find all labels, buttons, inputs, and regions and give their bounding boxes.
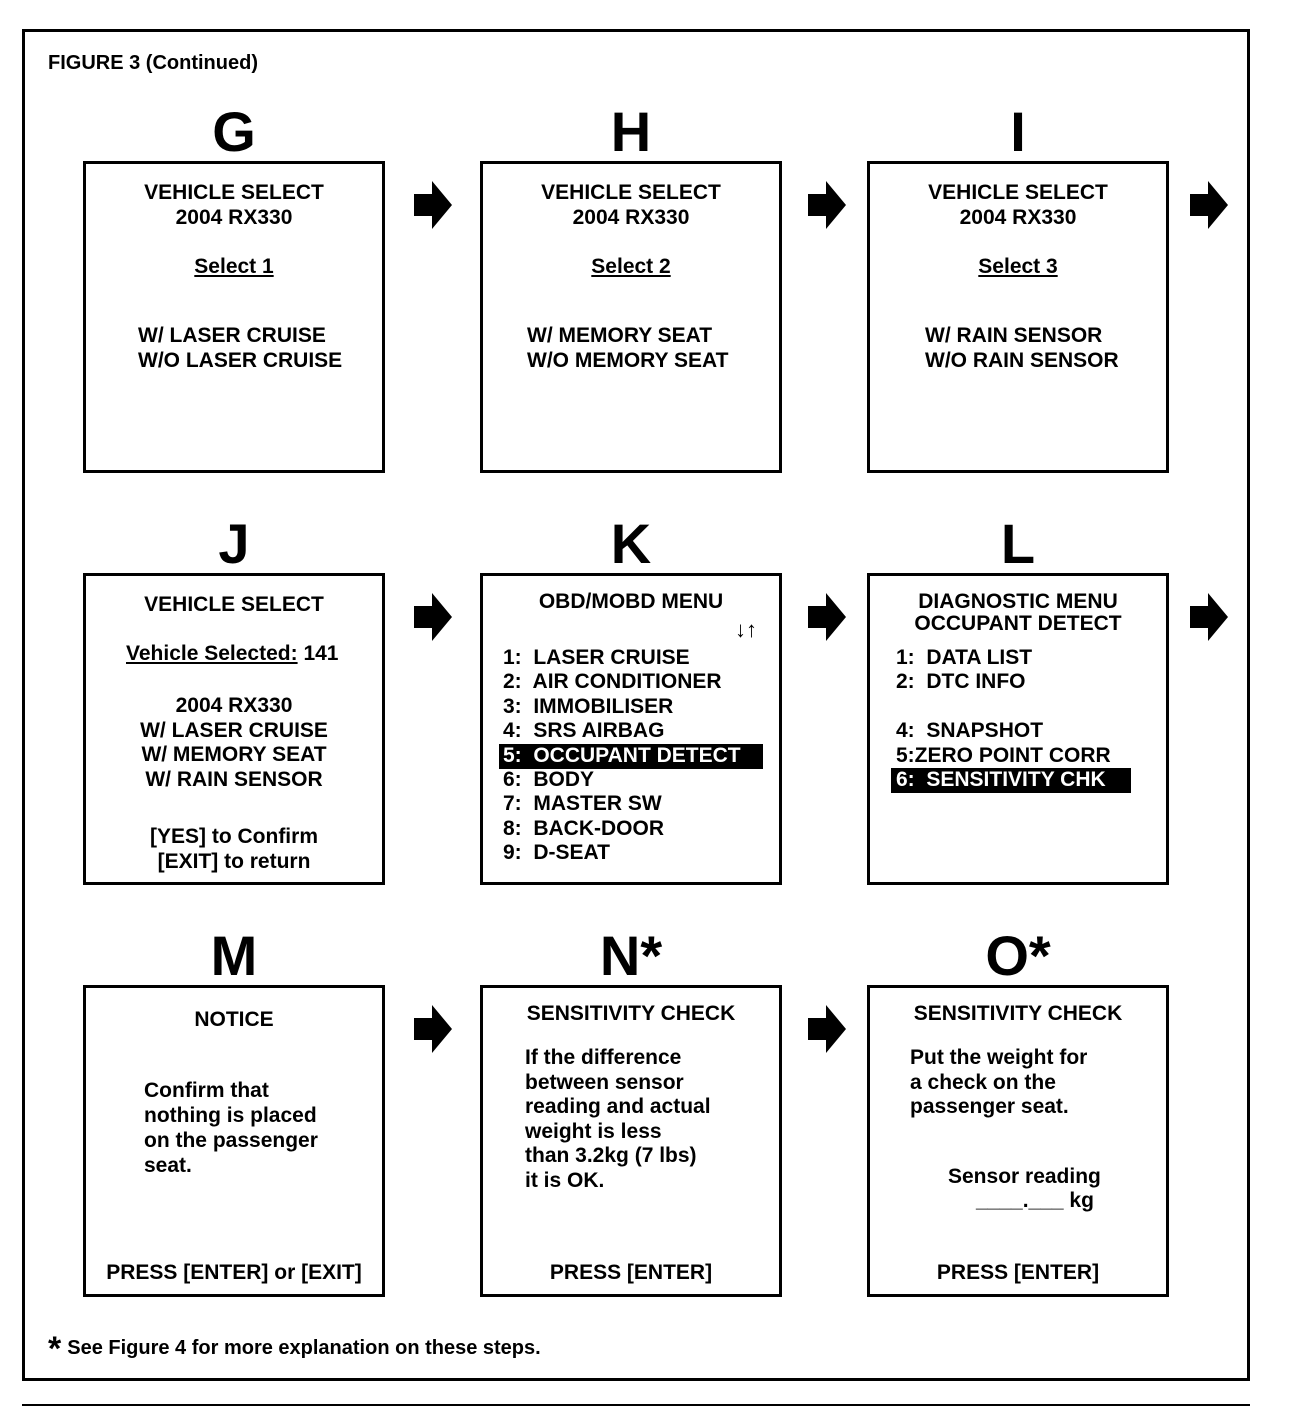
menu-item: 4: SNAPSHOT: [896, 719, 1044, 742]
figure-title: FIGURE 3 (Continued): [48, 52, 258, 74]
menu-item: 1: DATA LIST: [896, 646, 1033, 669]
menu-item: 7: MASTER SW: [503, 792, 662, 815]
vehicle-model: 2004 RX330: [959, 206, 1077, 229]
scroll-arrows-icon: ↓↑: [735, 617, 757, 642]
screen-title: SENSITIVITY CHECK: [913, 1002, 1123, 1025]
option-with: W/ MEMORY SEAT: [527, 324, 713, 347]
menu-item: 4: SRS AIRBAG: [503, 719, 665, 742]
option-without: W/O RAIN SENSOR: [925, 349, 1119, 372]
press-prompt: PRESS [ENTER]: [549, 1261, 713, 1284]
notice-line: on the passenger: [144, 1129, 318, 1152]
right-arrow-icon: [1190, 181, 1228, 229]
confirm-hint: [YES] to Confirm: [150, 825, 318, 848]
instruction-line: If the difference: [525, 1046, 682, 1069]
menu-item: 8: BACK-DOOR: [503, 817, 664, 840]
vehicle-model: 2004 RX330: [175, 694, 293, 717]
instruction-line: a check on the: [910, 1071, 1056, 1094]
option-without: W/O LASER CRUISE: [138, 349, 343, 372]
step-letter-n: N*: [599, 924, 663, 987]
vehicle-model: 2004 RX330: [572, 206, 690, 229]
notice-line: nothing is placed: [144, 1104, 317, 1127]
screen-title: VEHICLE SELECT: [144, 593, 324, 616]
screen-title: VEHICLE SELECT: [928, 181, 1108, 204]
instruction-line: weight is less: [525, 1120, 662, 1143]
instruction-line: reading and actual: [525, 1095, 711, 1118]
select-label: Select 1: [194, 255, 274, 278]
right-arrow-icon: [414, 1005, 452, 1053]
vehicle-selected: [126, 642, 338, 667]
menu-item: 3: IMMOBILISER: [503, 695, 674, 718]
screen-title: VEHICLE SELECT: [144, 181, 324, 204]
menu-item: 6: BODY: [503, 768, 595, 791]
screen-n-sensitivity-check: [480, 985, 782, 1297]
option-rain-sensor: W/ RAIN SENSOR: [145, 768, 323, 791]
step-letter-l: L: [1000, 512, 1036, 575]
instruction-line: passenger seat.: [910, 1095, 1069, 1118]
right-arrow-icon: [808, 1005, 846, 1053]
screen-title: SENSITIVITY CHECK: [526, 1002, 736, 1025]
option-with: W/ RAIN SENSOR: [925, 324, 1103, 347]
press-prompt: PRESS [ENTER] or [EXIT]: [106, 1261, 362, 1284]
right-arrow-icon: [1190, 593, 1228, 641]
instruction-line: than 3.2kg (7 lbs): [525, 1144, 697, 1167]
return-hint: [EXIT] to return: [157, 850, 311, 873]
sensor-reading-label: Sensor reading: [948, 1165, 1101, 1188]
screen-k-obd-menu: [480, 573, 782, 885]
screen-g-vehicle-select: [83, 161, 385, 473]
notice-line: Confirm that: [144, 1079, 269, 1102]
menu-item: 2: AIR CONDITIONER: [503, 670, 722, 693]
vehicle-selected-value: 141: [303, 642, 339, 665]
screen-title: VEHICLE SELECT: [541, 181, 721, 204]
sensor-reading-value: ____.___ kg: [976, 1189, 1094, 1212]
footnote: [48, 1330, 541, 1369]
footnote-text: See Figure 4 for more explanation on these steps.: [67, 1337, 541, 1359]
screen-subtitle: OCCUPANT DETECT: [914, 612, 1122, 635]
screen-title: OBD/MOBD MENU: [538, 590, 724, 613]
step-letter-h: H: [610, 100, 652, 163]
option-with: W/ LASER CRUISE: [138, 324, 326, 347]
screen-m-notice: [83, 985, 385, 1297]
vehicle-model: 2004 RX330: [175, 206, 293, 229]
bottom-rule: [22, 1404, 1250, 1406]
asterisk-icon: *: [48, 1330, 62, 1368]
menu-item: 2: DTC INFO: [896, 670, 1026, 693]
option-without: W/O MEMORY SEAT: [527, 349, 729, 372]
step-letter-j: J: [218, 512, 250, 575]
screen-j-vehicle-confirm: [83, 573, 385, 885]
screen-title: NOTICE: [194, 1008, 274, 1031]
vehicle-selected-label: Vehicle Selected:: [126, 642, 298, 665]
screen-l-diagnostic-menu: [867, 573, 1169, 885]
instruction-line: Put the weight for: [910, 1046, 1088, 1069]
step-letter-o: O*: [985, 924, 1051, 987]
right-arrow-icon: [808, 593, 846, 641]
option-memory-seat: W/ MEMORY SEAT: [141, 743, 327, 766]
right-arrow-icon: [414, 593, 452, 641]
screen-h-vehicle-select: [480, 161, 782, 473]
step-letter-k: K: [610, 512, 652, 575]
menu-item: 5:ZERO POINT CORR: [896, 744, 1111, 767]
menu-item-selected: 5: OCCUPANT DETECT: [499, 744, 763, 769]
right-arrow-icon: [808, 181, 846, 229]
menu-item-selected: 6: SENSITIVITY CHK: [891, 768, 1131, 793]
select-label: Select 2: [591, 255, 671, 278]
step-letter-g: G: [212, 100, 256, 163]
press-prompt: PRESS [ENTER]: [936, 1261, 1100, 1284]
screen-i-vehicle-select: [867, 161, 1169, 473]
menu-item: 1: LASER CRUISE: [503, 646, 690, 669]
screen-title: DIAGNOSTIC MENU: [918, 590, 1118, 613]
notice-line: seat.: [144, 1154, 192, 1177]
menu-item: 9: D-SEAT: [503, 841, 610, 864]
step-letter-i: I: [1010, 100, 1026, 163]
option-laser-cruise: W/ LASER CRUISE: [140, 719, 328, 742]
select-label: Select 3: [978, 255, 1058, 278]
screen-o-sensitivity-check: [867, 985, 1169, 1297]
step-letter-m: M: [210, 924, 258, 987]
right-arrow-icon: [414, 181, 452, 229]
instruction-line: it is OK.: [525, 1169, 605, 1192]
instruction-line: between sensor: [525, 1071, 684, 1094]
